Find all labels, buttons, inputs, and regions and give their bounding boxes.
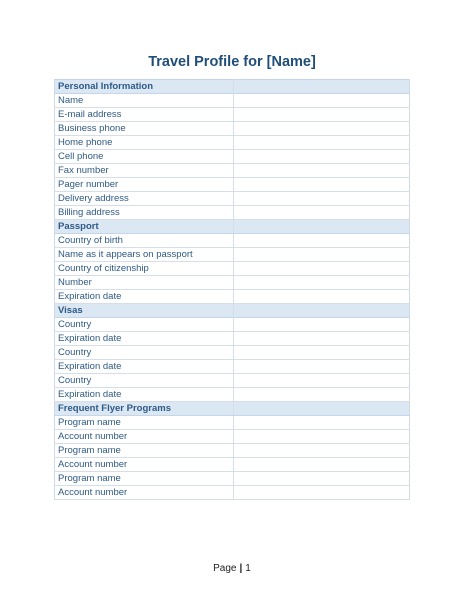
field-label: Country of citizenship [55, 262, 234, 276]
table-row [55, 122, 410, 136]
field-value-cell[interactable] [234, 430, 410, 444]
section-heading-fill [234, 402, 410, 416]
field-label: Country [55, 318, 234, 332]
field-label: Number [55, 276, 234, 290]
field-label: Expiration date [55, 360, 234, 374]
table-row [55, 472, 410, 486]
field-value-cell[interactable] [234, 136, 410, 150]
table-row [55, 444, 410, 458]
table-row [55, 276, 410, 290]
field-label: Country of birth [55, 234, 234, 248]
table-row [55, 360, 410, 374]
field-label: Name as it appears on passport [55, 248, 234, 262]
page-separator: | [239, 563, 243, 574]
field-label: Account number [55, 458, 234, 472]
field-label: Billing address [55, 206, 234, 220]
field-value-cell[interactable] [234, 206, 410, 220]
section-heading-fill [234, 220, 410, 234]
section-heading: Personal Information [55, 80, 234, 94]
field-value-cell[interactable] [234, 290, 410, 304]
field-value-cell[interactable] [234, 94, 410, 108]
table-row [55, 374, 410, 388]
field-label: Fax number [55, 164, 234, 178]
table-row [55, 416, 410, 430]
section-heading: Frequent Flyer Programs [55, 402, 234, 416]
table-row [55, 94, 410, 108]
field-label: Delivery address [55, 192, 234, 206]
field-label: Pager number [55, 178, 234, 192]
field-label: Name [55, 94, 234, 108]
section-heading-fill [234, 304, 410, 318]
table-row [55, 178, 410, 192]
field-label: Expiration date [55, 332, 234, 346]
field-value-cell[interactable] [234, 360, 410, 374]
field-value-cell[interactable] [234, 374, 410, 388]
field-label: Expiration date [55, 290, 234, 304]
section-header-personal-information [55, 80, 410, 94]
section-heading: Visas [55, 304, 234, 318]
table-row [55, 108, 410, 122]
page-footer [0, 563, 464, 574]
field-label: Expiration date [55, 388, 234, 402]
field-value-cell[interactable] [234, 164, 410, 178]
table-row [55, 262, 410, 276]
table-row [55, 318, 410, 332]
field-value-cell[interactable] [234, 318, 410, 332]
field-value-cell[interactable] [234, 178, 410, 192]
table-row [55, 346, 410, 360]
document-title: Travel Profile for [Name] [148, 54, 316, 70]
field-value-cell[interactable] [234, 416, 410, 430]
table-row [55, 150, 410, 164]
travel-profile-table [54, 79, 410, 500]
field-value-cell[interactable] [234, 108, 410, 122]
field-label: Account number [55, 486, 234, 500]
field-label: Home phone [55, 136, 234, 150]
table-row [55, 430, 410, 444]
table-row [55, 234, 410, 248]
field-value-cell[interactable] [234, 332, 410, 346]
field-label: Country [55, 374, 234, 388]
table-row [55, 388, 410, 402]
field-label: Account number [55, 430, 234, 444]
page-label: Page [213, 563, 237, 574]
field-value-cell[interactable] [234, 234, 410, 248]
field-value-cell[interactable] [234, 346, 410, 360]
field-value-cell[interactable] [234, 388, 410, 402]
field-label: Country [55, 346, 234, 360]
travel-profile-table-body [55, 80, 410, 500]
page-number: 1 [245, 563, 251, 574]
field-value-cell[interactable] [234, 444, 410, 458]
field-value-cell[interactable] [234, 276, 410, 290]
field-label: Program name [55, 472, 234, 486]
section-heading: Passport [55, 220, 234, 234]
table-row [55, 248, 410, 262]
field-value-cell[interactable] [234, 458, 410, 472]
field-value-cell[interactable] [234, 248, 410, 262]
field-value-cell[interactable] [234, 122, 410, 136]
table-row [55, 136, 410, 150]
field-value-cell[interactable] [234, 150, 410, 164]
field-label: Business phone [55, 122, 234, 136]
section-header-visas [55, 304, 410, 318]
table-row [55, 164, 410, 178]
table-row [55, 192, 410, 206]
table-row [55, 206, 410, 220]
field-value-cell[interactable] [234, 472, 410, 486]
field-value-cell[interactable] [234, 192, 410, 206]
section-header-passport [55, 220, 410, 234]
table-row [55, 486, 410, 500]
table-row [55, 458, 410, 472]
field-value-cell[interactable] [234, 262, 410, 276]
section-heading-fill [234, 80, 410, 94]
table-row [55, 332, 410, 346]
table-row [55, 290, 410, 304]
field-label: Program name [55, 444, 234, 458]
field-label: Cell phone [55, 150, 234, 164]
field-value-cell[interactable] [234, 486, 410, 500]
field-label: Program name [55, 416, 234, 430]
field-label: E-mail address [55, 108, 234, 122]
section-header-frequent-flyer-programs [55, 402, 410, 416]
